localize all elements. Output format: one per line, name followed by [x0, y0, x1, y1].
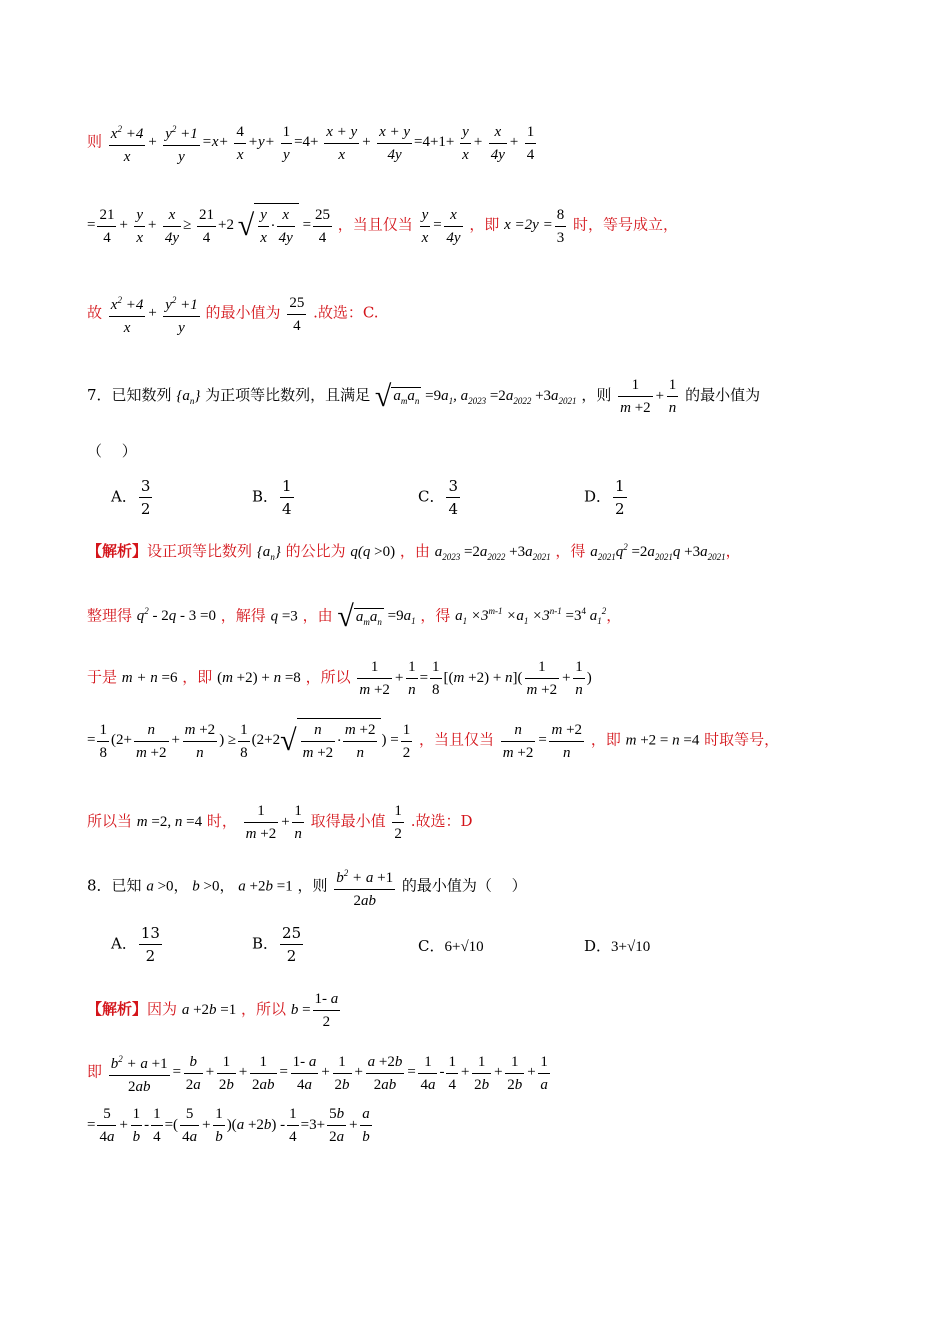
question8-stem: 8．已知 a >0， b >0， a +2b =1 ，则 $\frac{b^2 + a +1}{2ab}$ 的最小值为（ ）: [87, 862, 527, 912]
question7-paren: （ ）: [87, 442, 137, 460]
option-d[interactable]: D． $\frac{1}{2}$: [584, 477, 625, 518]
option-b[interactable]: B． $\frac{25}{2}$: [252, 924, 302, 965]
option-b[interactable]: B． $\frac{1}{4}$: [252, 477, 292, 518]
solution6-line3: 故 $\frac{x^2 +4}{x}$ + $\frac{y^2 +1}{y}$ 的最小值为 $\frac{25}{4}$ .故选：C.: [87, 289, 379, 339]
question7-stem: 7．已知数列 $\{a_n\}$ 为正项等比数列，且满足 √ $a_ma_n =9a_1$, $a_{2023} =2a_{2022} +3a_{2021}$ ，则 $\frac{1}{m +2}$ + $\frac{1}{n}$ 的最小值为: [87, 374, 760, 419]
option-c[interactable]: C．6+√10: [418, 937, 484, 955]
option-d[interactable]: D．3+√10: [584, 937, 651, 955]
solution7-line4: = $\frac{1}{8}$ (2+ $\frac{n}{m +2}$ + $\frac{m +2}{n}$ ) ≥ $\frac{1}{8}$ (2+2√ $\frac{n}{m +2}$ · $\frac{m +2}{n}$ ) = $\frac{1}{2}$ ，当且仅当 $\frac{n}{m +2}$ = $\frac{m +2}{n}$ ，即 m +2 = n =4 时取等号，: [87, 718, 779, 764]
solution8-line3: = $\frac{5}{4a}$ + $\frac{1}{b}$ - $\frac{1}{4}$ =( $\frac{5}{4a}$ + $\frac{1}{b}$ )(a +2b) - $\frac{1}{4}$ =3+ $\frac{5b}{2a}$ + $\frac{a}{b}$: [87, 1103, 374, 1148]
solution7-line1: 【解析】设正项等比数列 $\{a_n\}$ 的公比为 q(q >0) ，由 $a_{2023} =2a_{2022} +3a_{2021}$ ，得 $a_{2021}q^2 =2a_{2021}q +3a_{2021}$，: [87, 542, 741, 562]
solution7-line3: 于是 m + n =6 ，即 (m +2) + n =8 ，所以 $\frac{1}{m +2}$ + $\frac{1}{n}$ = $\frac{1}{8}$ [(m +2) + n]( $\frac{1}{m +2}$ + $\frac{1}{n}$ ): [87, 656, 592, 701]
solution7-line2: 整理得 $q^2 - 2q - 3 =0$ ，解得 q =3 ，由 √ $a_ma_n =9a_1$ ，得 $a_1 \times 3^{m-1} \times a_1 \times 3^{n-1} =3^4$ $a_1^2$，: [87, 600, 622, 633]
solution8-line1: 【解析】因为 a +2b =1 ，所以 b = $\frac{1- a}{2}$: [87, 988, 342, 1033]
option-a[interactable]: A． $\frac{13}{2}$: [111, 924, 160, 965]
solution8-line2: 即 $\frac{b^2 + a +1}{2ab}$ = $\frac{b}{2a}$ + $\frac{1}{2b}$ + $\frac{1}{2ab}$ = $\frac{1- a}{4a}$ + $\frac{1}{2b}$ + $\frac{a +2b}{2ab}$ = $\frac{1}{4a}$ - $\frac{1}{4}$ + $\frac{1}{2b}$ + $\frac{1}{2b}$ + $\frac{1}{a}$: [87, 1048, 552, 1098]
solution6-line1: 则 $\frac{x^2 +4}{x}$ + $\frac{y^2 +1}{y}$ =x+ $\frac{4}{x}$ +y+ $\frac{1}{y}$ =4+ $\frac{x + y}{x}$ + $\frac{x + y}{4y}$ =4+1+ $\frac{y}{x}$ + $\frac{x}{4y}$ + $\frac{1}{4}$: [87, 118, 538, 168]
option-a[interactable]: A． $\frac{3}{2}$: [111, 477, 151, 518]
option-c[interactable]: C． $\frac{3}{4}$: [418, 477, 459, 518]
solution-text: 则: [87, 132, 103, 151]
solution7-line5: 所以当 m =2, n =4 时， $\frac{1}{m +2}$ + $\frac{1}{n}$ 取得最小值 $\frac{1}{2}$ .故选：D: [87, 800, 473, 845]
solution6-line2: = $\frac{21}{4}$ + $\frac{y}{x}$ + $\frac{x}{4y}$ ≥ $\frac{21}{4}$ +2 √ $\frac{y}{x}$ · $\frac{x}{4y}$ = $\frac{25}{4}$ ，当且仅当 $\frac{y}{x}$ = $\frac{x}{4y}$ ，即 x =2y = $\frac{8}{3}$ 时，等号成立，: [87, 203, 678, 249]
